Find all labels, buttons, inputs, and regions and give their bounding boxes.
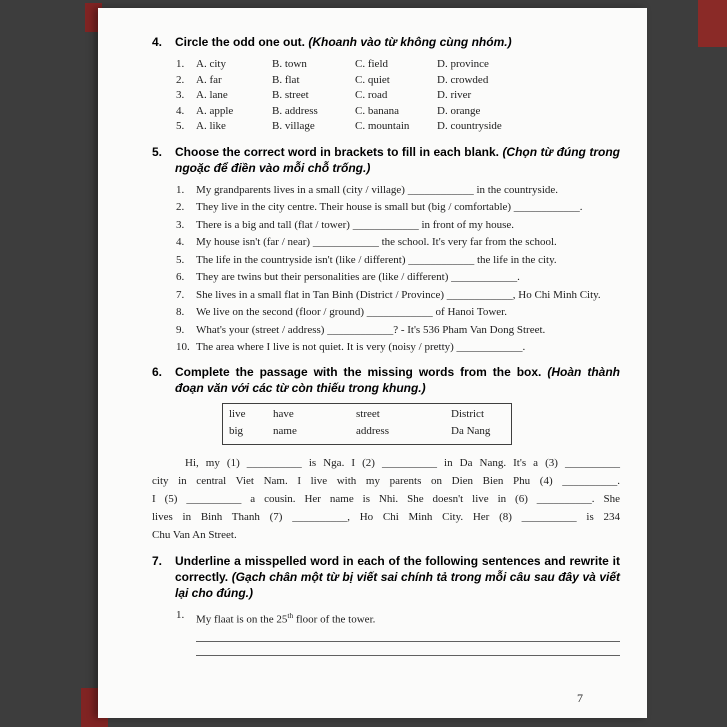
- item-text-before: My flaat is on the 25: [196, 613, 288, 626]
- option-a: A. city: [196, 58, 226, 70]
- word-box-row: [229, 406, 511, 423]
- exercise-number: 4.: [152, 35, 163, 49]
- list-item: [176, 235, 620, 250]
- fill-blank-items: [176, 183, 620, 356]
- item-text: The area where I live is not quiet. It is very (noisy / pretty) ____________.: [196, 341, 526, 353]
- list-item: [176, 323, 620, 338]
- item-number: 2.: [176, 201, 185, 213]
- option-b: B. village: [272, 120, 315, 132]
- word-box-row: [229, 423, 511, 440]
- item-number: 1.: [176, 609, 185, 621]
- exercise-5: [152, 144, 620, 356]
- exercise-title-en: Choose the correct word in brackets to fill in each blank.: [175, 144, 499, 159]
- item-text: My grandparents lives in a small (city / village) ____________ in the countryside.: [196, 183, 559, 196]
- list-item: [176, 288, 620, 303]
- word: District: [451, 408, 484, 420]
- exercise-title-en: Complete the passage with the missing words from the box.: [175, 365, 542, 379]
- exercise-6: [152, 364, 620, 544]
- option-d: D. province: [437, 58, 489, 70]
- table-row: [176, 73, 620, 89]
- passage-line: city in central Viet Nam. I live with my parents on Dien Bien Phu (4) __________.: [152, 475, 620, 487]
- item-text: My house isn't (far / near) ____________ the school. It's very far from the school.: [196, 236, 557, 248]
- option-a: A. far: [196, 73, 222, 86]
- row-number: 2.: [176, 73, 185, 86]
- exercise-title-vi: (Khoanh vào từ không cùng nhóm.): [308, 35, 512, 49]
- list-item: [176, 608, 620, 628]
- exercise-title-en: Circle the odd one out.: [175, 35, 306, 49]
- exercise-5-heading: [152, 144, 620, 176]
- exercise-title-vi: (Chọn từ đúng trong ngoặc để điền vào mỗi chỗ trống.): [175, 144, 620, 175]
- exercise-title: [175, 34, 620, 50]
- table-row: [176, 104, 620, 120]
- exercise-6-heading: [152, 364, 620, 396]
- exercise-7-heading: [152, 553, 620, 601]
- item-text: They live in the city centre. Their house is small but (big / comfortable) ____________.: [196, 201, 583, 213]
- table-row: [176, 88, 620, 104]
- list-item: [176, 305, 620, 320]
- exercise-number: 5.: [152, 144, 163, 159]
- item-number: 9.: [176, 323, 185, 336]
- item-text: [196, 608, 620, 628]
- option-a: A. apple: [196, 104, 234, 117]
- exercise-title: [175, 553, 620, 601]
- exercise-number: 7.: [152, 554, 163, 568]
- option-b: B. town: [272, 58, 307, 70]
- item-text: She lives in a small flat in Tan Binh (District / Province) ____________, Ho Chi Minh City.: [196, 288, 601, 301]
- passage-line: Hi, my (1) __________ is Nga. I (2) __________ in Da Nang. It's a (3) __________: [185, 457, 620, 469]
- item-number: 5.: [176, 253, 185, 266]
- list-item: [176, 218, 620, 233]
- exercise-title-vi: (Hoàn thành đoạn văn với các từ còn thiếu trong khung.): [175, 365, 620, 395]
- word-box: [222, 403, 512, 445]
- option-d: D. river: [437, 89, 472, 101]
- exercise-4-heading: [152, 34, 620, 50]
- list-item: [176, 200, 620, 215]
- option-c: C. road: [355, 89, 388, 101]
- row-number: 4.: [176, 104, 185, 117]
- option-b: B. address: [272, 104, 318, 117]
- option-c: C. field: [355, 58, 388, 70]
- option-d: D. crowded: [437, 73, 489, 86]
- option-c: C. banana: [355, 104, 399, 117]
- item-text: The life in the countryside isn't (like / different) ____________ the life in the city.: [196, 253, 557, 266]
- exercise-4: [152, 34, 620, 135]
- option-d: D. countryside: [437, 120, 502, 132]
- item-text: They are twins but their personalities are (like / different) ____________.: [196, 271, 520, 283]
- word: address: [356, 425, 389, 437]
- option-d: D. orange: [437, 104, 481, 117]
- item-text: We live on the second (floor / ground) ____________ of Hanoi Tower.: [196, 306, 507, 318]
- worksheet-page: [98, 8, 647, 718]
- item-number: 10.: [176, 341, 190, 353]
- item-text-after: floor of the tower.: [293, 613, 376, 626]
- passage-line: lives in Binh Thanh (7) __________, Ho Chi Minh City. Her (8) __________ is 234: [152, 511, 620, 523]
- answer-line: [196, 644, 620, 656]
- row-number: 1.: [176, 58, 185, 70]
- red-cover-corner-top-right: [698, 0, 727, 47]
- answer-line: [196, 630, 620, 642]
- exercise-number: 6.: [152, 365, 163, 379]
- exercise-title-en: Underline a misspelled word in each of the following sentences and rewrite it correctly.: [175, 554, 620, 584]
- exercise-title: [175, 144, 620, 176]
- list-item: [176, 183, 620, 198]
- passage-line: Chu Van An Street.: [152, 529, 237, 541]
- item-text: There is a big and tall (flat / tower) ____________ in front of my house.: [196, 218, 515, 231]
- item-number: 4.: [176, 236, 185, 248]
- exercise-7: [152, 553, 620, 656]
- list-item: [176, 340, 620, 355]
- page-number: 7: [577, 691, 583, 705]
- option-c: C. quiet: [355, 73, 390, 86]
- passage-line: I (5) __________ a cousin. Her name is Nhi. She doesn't live in (6) __________. She: [152, 493, 620, 505]
- exercise-title-vi: (Gạch chân một từ bị viết sai chính tả trong mỗi câu sau đây và viết lại cho đúng.): [175, 570, 620, 600]
- ordinal-superscript: th: [287, 611, 294, 620]
- item-number: 3.: [176, 218, 185, 231]
- option-a: A. lane: [196, 89, 228, 101]
- word: live: [229, 408, 246, 420]
- word: big: [229, 425, 244, 437]
- word: Da Nang: [451, 425, 491, 437]
- option-b: B. flat: [272, 73, 300, 86]
- option-b: B. street: [272, 89, 309, 101]
- list-item: [176, 270, 620, 285]
- row-number: 5.: [176, 120, 185, 132]
- item-number: 1.: [176, 183, 185, 196]
- option-a: A. like: [196, 120, 226, 132]
- table-row: [176, 57, 620, 73]
- passage: [152, 454, 620, 544]
- word: street: [356, 408, 380, 420]
- item-number: 8.: [176, 306, 185, 318]
- item-number: 6.: [176, 271, 185, 283]
- option-c: C. mountain: [355, 120, 410, 132]
- odd-one-out-table: [176, 57, 620, 135]
- word: have: [273, 408, 294, 420]
- list-item: [176, 253, 620, 268]
- rewrite-items: [176, 608, 620, 628]
- row-number: 3.: [176, 89, 185, 101]
- exercise-title: [175, 364, 620, 396]
- item-number: 7.: [176, 288, 185, 301]
- item-text: What's your (street / address) ____________? - It's 536 Pham Van Dong Street.: [196, 323, 546, 336]
- table-row: [176, 119, 620, 135]
- word: name: [273, 425, 297, 437]
